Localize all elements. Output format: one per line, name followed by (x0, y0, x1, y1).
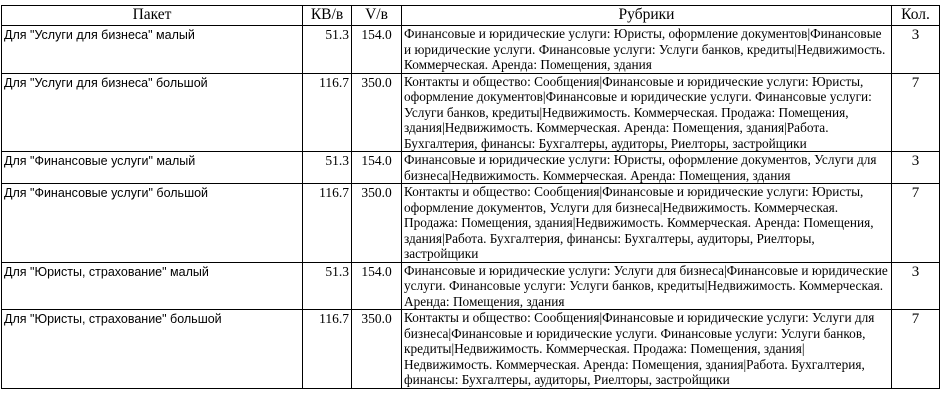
table-row (2, 262, 940, 310)
v-value: 350.0 (352, 310, 402, 389)
rubrics-text: Финансовые и юридические услуги: Услуги для бизнеса|Финансовые и юридические услуги. Финансовые услуги: Услуги банков, кредиты|Недвижимость. Коммерческая. Аренда: Помещения, здания (402, 262, 892, 310)
package-name: Для "Услуги для бизнеса" большой (2, 73, 303, 152)
kv-value: 51.3 (303, 262, 352, 310)
v-value: 154.0 (352, 26, 402, 74)
kv-value: 51.3 (303, 26, 352, 74)
count-value: 7 (892, 73, 940, 152)
v-value: 350.0 (352, 184, 402, 263)
table-row (2, 184, 940, 263)
table-row (2, 26, 940, 74)
packages-table (1, 5, 940, 389)
count-value: 3 (892, 152, 940, 184)
package-name: Для "Финансовые услуги" малый (2, 152, 303, 184)
package-name: Для "Юристы, страхование" малый (2, 262, 303, 310)
header-v: V/в (352, 6, 402, 26)
header-count: Кол. (892, 6, 940, 26)
count-value: 7 (892, 184, 940, 263)
v-value: 154.0 (352, 152, 402, 184)
table-row (2, 73, 940, 152)
v-value: 154.0 (352, 262, 402, 310)
kv-value: 116.7 (303, 310, 352, 389)
kv-value: 116.7 (303, 184, 352, 263)
package-name: Для "Юристы, страхование" большой (2, 310, 303, 389)
package-name: Для "Услуги для бизнеса" малый (2, 26, 303, 74)
rubrics-text: Контакты и общество: Сообщения|Финансовые и юридические услуги: Юристы, оформление документов, Услуги для бизнеса|Недвижимость. Коммерческая. Продажа: Помещения, здания|Недвижимость. Коммерческая. Аренда: Помещения, здания|Работа. Бухгалтерия, финансы: Бухгалтеры, аудиторы, Риелторы, застройщики (402, 184, 892, 263)
kv-value: 51.3 (303, 152, 352, 184)
rubrics-text: Контакты и общество: Сообщения|Финансовые и юридические услуги: Юристы, оформление документов|Финансовые и юридические услуги. Финансовые услуги: Услуги банков, кредиты|Недвижимость. Коммерческая. Продажа: Помещения, здания|Недвижимость. Коммерческая. Аренда: Помещения, здания|Работа. Бухгалтерия, финансы: Бухгалтеры, аудиторы, Риелторы, застройщики (402, 73, 892, 152)
count-value: 7 (892, 310, 940, 389)
kv-value: 116.7 (303, 73, 352, 152)
rubrics-text: Финансовые и юридические услуги: Юристы, оформление документов, Услуги для бизнеса|Недвижимость. Коммерческая. Аренда: Помещения, здания (402, 152, 892, 184)
table-row (2, 310, 940, 389)
rubrics-text: Финансовые и юридические услуги: Юристы, оформление документов|Финансовые и юридические услуги. Финансовые услуги: Услуги банков, кредиты|Недвижимость. Коммерческая. Аренда: Помещения, здания (402, 26, 892, 74)
table-row (2, 152, 940, 184)
count-value: 3 (892, 262, 940, 310)
v-value: 350.0 (352, 73, 402, 152)
count-value: 3 (892, 26, 940, 74)
header-kv: КВ/в (303, 6, 352, 26)
rubrics-text: Контакты и общество: Сообщения|Финансовые и юридические услуги: Услуги для бизнеса|Финансовые и юридические услуги. Финансовые услуги: Услуги банков, кредиты|Недвижимость. Коммерческая. Продажа: Помещения, здания|Недвижимость. Коммерческая. Аренда: Помещения, здания|Работа. Бухгалтерия, финансы: Бухгалтеры, аудиторы, Риелторы, застройщики (402, 310, 892, 389)
header-package: Пакет (2, 6, 303, 26)
header-rubrics: Рубрики (402, 6, 892, 26)
header-row (2, 6, 940, 26)
package-name: Для "Финансовые услуги" большой (2, 184, 303, 263)
